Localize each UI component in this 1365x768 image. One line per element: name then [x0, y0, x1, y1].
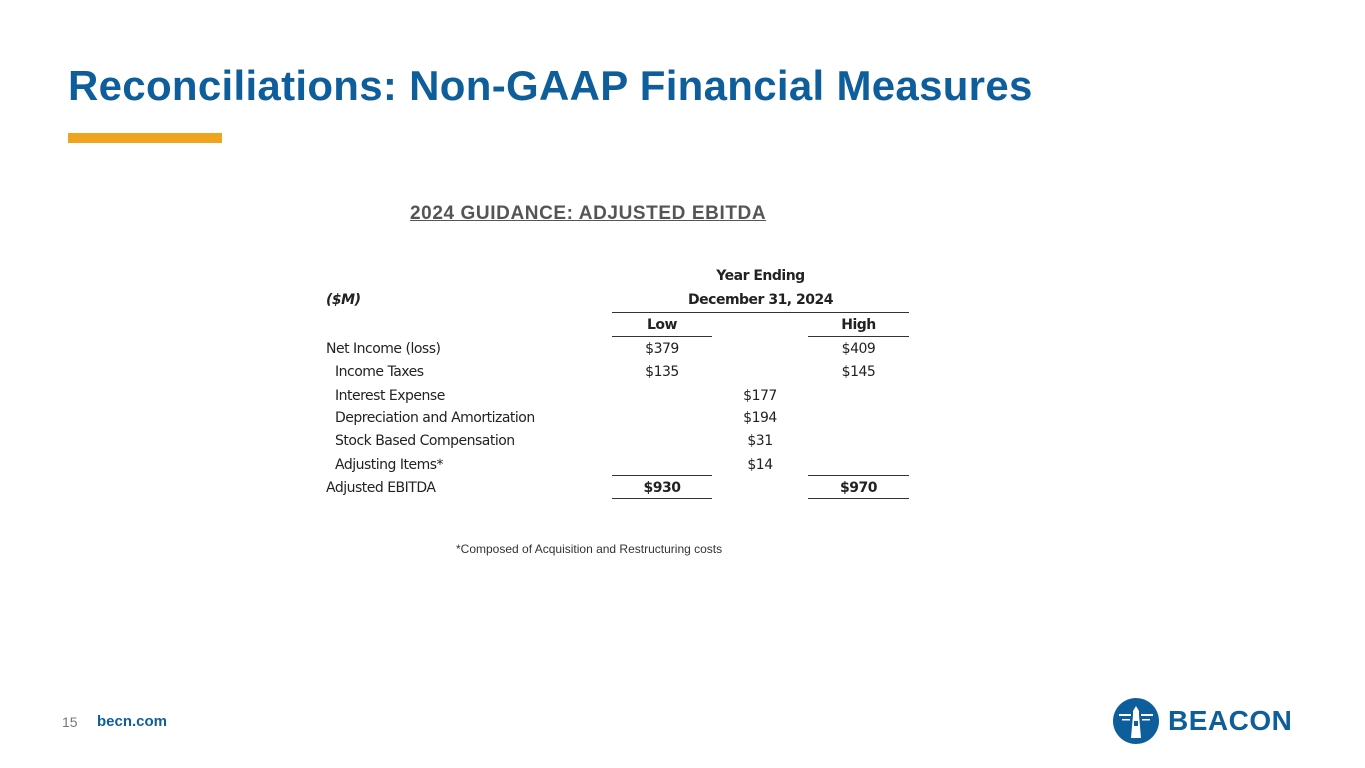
row-label: Income Taxes [335, 364, 424, 380]
beacon-logo [1112, 697, 1312, 747]
table-footnote: *Composed of Acquisition and Restructuring costs [456, 542, 723, 556]
period-heading-line2: December 31, 2024 [688, 292, 833, 308]
column-header-low: Low [647, 317, 677, 333]
column-header-high: High [841, 317, 876, 333]
row-label: Interest Expense [335, 388, 445, 404]
total-row-label: Adjusted EBITDA [326, 480, 436, 496]
row-label: Adjusting Items* [335, 457, 444, 473]
row-low-value: $135 [645, 364, 679, 380]
high-total-rule [808, 498, 909, 499]
total-high-value: $970 [840, 480, 877, 496]
website-link[interactable]: becn.com [97, 713, 168, 730]
low-total-rule [612, 498, 712, 499]
high-header-underline [808, 336, 909, 337]
row-high-value: $145 [841, 364, 876, 380]
row-label: Net Income (loss) [326, 341, 441, 357]
period-heading-line1: Year Ending [716, 268, 805, 284]
row-label: Depreciation and Amortization [335, 410, 535, 426]
row-mid-value: $194 [743, 410, 777, 426]
high-subtotal-rule [808, 475, 909, 476]
slide-title: Reconciliations: Non-GAAP Financial Measures [68, 62, 1033, 109]
row-mid-value: $31 [747, 433, 773, 449]
low-subtotal-rule [612, 475, 712, 476]
total-low-value: $930 [643, 480, 681, 496]
row-low-value: $379 [645, 341, 679, 357]
page-number: 15 [62, 714, 78, 730]
row-label: Stock Based Compensation [335, 433, 515, 449]
row-mid-value: $14 [747, 457, 773, 473]
lighthouse-icon [1112, 697, 1160, 745]
low-header-underline [612, 336, 712, 337]
logo-wordmark: BEACON [1168, 705, 1293, 736]
row-mid-value: $177 [743, 388, 777, 404]
unit-label: ($M) [326, 292, 361, 308]
table-section-heading: 2024 GUIDANCE: ADJUSTED EBITDA [410, 203, 767, 224]
period-underline [612, 312, 909, 313]
row-high-value: $409 [841, 341, 876, 357]
